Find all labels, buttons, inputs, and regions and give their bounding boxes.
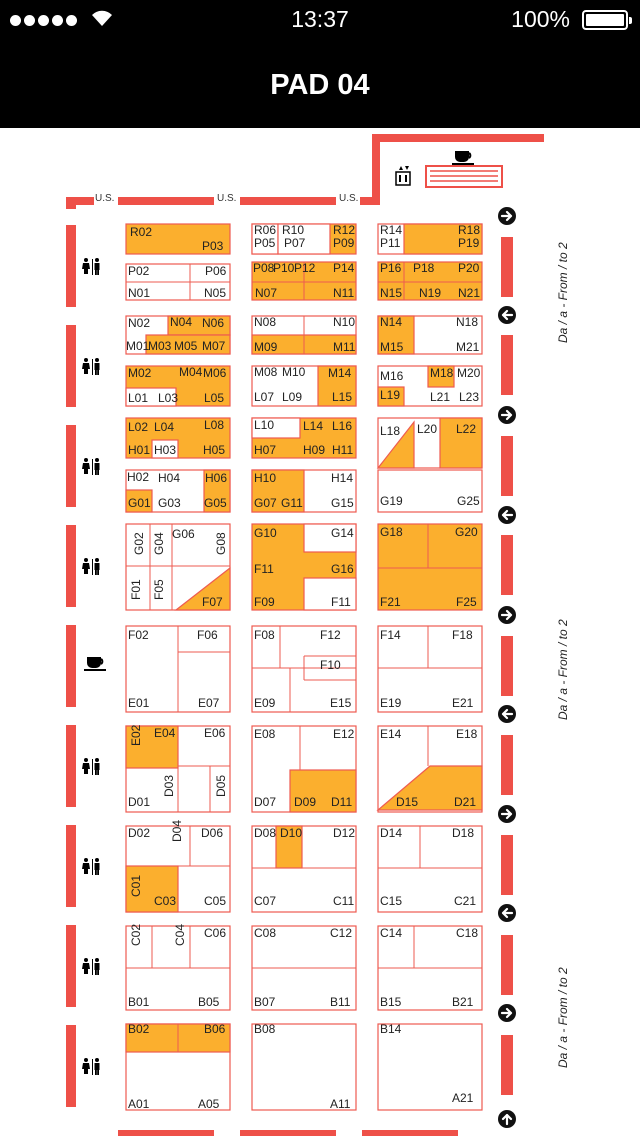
booth-label-g14[interactable]: G14 [331,526,354,540]
booth-label-g11[interactable]: G11 [281,496,303,510]
booth-label-a21[interactable]: A21 [452,1091,474,1105]
booth-label-d09[interactable]: D09 [294,795,317,809]
booth-label-n08[interactable]: N08 [254,315,277,329]
booth-label-d05[interactable]: D05 [214,774,228,797]
booth-label-e06[interactable]: E06 [204,726,226,740]
booth-label-c15[interactable]: C15 [380,894,403,908]
booth-label-p07[interactable]: P07 [284,236,306,250]
booth-label-r14[interactable]: R14 [380,223,403,237]
booth-label-r10[interactable]: R10 [282,223,305,237]
booth-label-e21[interactable]: E21 [452,696,474,710]
booth-label-g18[interactable]: G18 [380,525,403,539]
booth-label-m04[interactable]: M04 [179,365,203,379]
booth-label-r12[interactable]: R12 [333,223,356,237]
booth-label-a01[interactable]: A01 [128,1097,150,1111]
booth-label-b21[interactable]: B21 [452,995,474,1009]
arrow-left-icon [498,306,516,324]
booth-label-n19[interactable]: N19 [419,286,442,300]
booth-label-f10[interactable]: F10 [320,658,341,672]
booth-label-c02[interactable]: C02 [129,923,143,946]
restroom-icon [82,1058,100,1075]
elevator-icon [396,166,410,185]
booth-label-f05[interactable]: F05 [152,579,166,600]
page-title: PAD 04 [270,69,370,101]
booth-label-p10[interactable]: P10 [273,261,295,275]
booth-label-m18[interactable]: M18 [430,366,454,380]
booth-label-n18[interactable]: N18 [456,315,479,329]
booth-label-e14[interactable]: E14 [380,727,402,741]
booth-label-p08[interactable]: P08 [253,261,275,275]
booth-label-m11[interactable]: M11 [333,340,356,354]
arrow-right-icon [498,606,516,624]
booth-label-g01[interactable]: G01 [128,496,151,510]
booth-label-m06[interactable]: M06 [203,366,227,380]
arrow-right-icon [498,406,516,424]
booth-label-l08[interactable]: L08 [204,418,225,432]
booth-label-e18[interactable]: E18 [456,727,478,741]
booth-label-m10[interactable]: M10 [282,365,306,379]
booth-label-n05[interactable]: N05 [204,286,227,300]
booth-label-h04[interactable]: H04 [158,471,181,485]
booth-label-b11[interactable]: B11 [330,995,351,1009]
booth-label-h07[interactable]: H07 [254,443,277,457]
booth-label-d07[interactable]: D07 [254,795,277,809]
status-bar [0,0,640,40]
booth-label-m02[interactable]: M02 [128,366,152,380]
booth-label-m01[interactable]: M01 [126,339,150,353]
booth-label-e02[interactable]: E02 [129,724,143,746]
booth-label-l07[interactable]: L07 [254,390,275,404]
booth-label-g19[interactable]: G19 [380,494,403,508]
booth-label-c12[interactable]: C12 [330,926,353,940]
booth-label-h06[interactable]: H06 [205,471,228,485]
booth-label-b14[interactable]: B14 [380,1022,402,1036]
booth-label-h02[interactable]: H02 [127,470,150,484]
booth-label-d06[interactable]: D06 [201,826,224,840]
booth-label-c06[interactable]: C06 [204,926,227,940]
booth-label-h10[interactable]: H10 [254,471,277,485]
booth-label-f14[interactable]: F14 [380,628,401,642]
booth-label-d21[interactable]: D21 [454,795,477,809]
booth-label-c21[interactable]: C21 [454,894,477,908]
booth-label-g04[interactable]: G04 [152,532,166,555]
booth-label-l21[interactable]: L21 [430,390,451,404]
booth-label-n01[interactable]: N01 [128,286,151,300]
booth-label-f11[interactable]: F11 [254,562,274,576]
booth-label-m20[interactable]: M20 [457,366,481,380]
booth-label-l20[interactable]: L20 [417,422,438,436]
booth-label-p16[interactable]: P16 [380,261,402,275]
direction-labels [556,242,570,1068]
booth-label-d12[interactable]: D12 [333,826,356,840]
booth-label-h03[interactable]: H03 [154,443,177,457]
booth-label-h14[interactable]: H14 [331,471,354,485]
booth-label-n06[interactable]: N06 [202,316,225,330]
booth-label-l16[interactable]: L16 [332,419,353,433]
booth-label-c14[interactable]: C14 [380,926,403,940]
booth-label-g06[interactable]: G06 [172,527,195,541]
restroom-icon [82,858,100,875]
booth-label-e07[interactable]: E07 [198,696,220,710]
direction-label: Da / a - From / to 2 [556,967,570,1068]
booth-label-a11[interactable]: A11 [330,1097,351,1111]
booth-label-b01[interactable]: B01 [128,995,150,1009]
booth-label-p19[interactable]: P19 [458,236,480,250]
floor-map[interactable] [0,128,640,1136]
booth-label-l23[interactable]: L23 [459,390,480,404]
booth-label-l05[interactable]: L05 [204,391,225,405]
booth-label-b07[interactable]: B07 [254,995,276,1009]
booth-label-e08[interactable]: E08 [254,727,276,741]
booth-label-c18[interactable]: C18 [456,926,479,940]
booth-label-n07[interactable]: N07 [255,286,278,300]
booth-label-b08[interactable]: B08 [254,1022,276,1036]
arrow-up-icon [498,1110,516,1128]
booth-label-h01[interactable]: H01 [128,443,151,457]
booth-label-l02[interactable]: L02 [128,420,149,434]
booth-label-g16[interactable]: G16 [331,562,354,576]
restroom-icon [82,758,100,775]
booth-label-d02[interactable]: D02 [128,826,151,840]
booth-label-e09[interactable]: E09 [254,696,276,710]
booth-label-e15[interactable]: E15 [330,696,352,710]
arrow-left-icon [498,705,516,723]
booth-label-n04[interactable]: N04 [170,315,193,329]
battery-icon [582,10,628,30]
cafe-icon [84,657,106,671]
elevator-area [426,166,502,187]
arrow-right-icon [498,805,516,823]
booth-label-n11[interactable]: N11 [333,286,355,300]
booth-label-n10[interactable]: N10 [333,315,356,329]
booth-label-c04[interactable]: C04 [173,923,187,946]
booth-label-l04[interactable]: L04 [154,420,175,434]
booth-label-c11[interactable]: C11 [333,894,355,908]
booth-label-p18[interactable]: P18 [413,261,435,275]
booth-label-f09[interactable]: F09 [254,595,275,609]
booth-label-f08[interactable]: F08 [254,628,275,642]
booth-label-n02[interactable]: N02 [128,316,151,330]
booth-label-p11[interactable]: P11 [380,236,401,250]
booth-label-d14[interactable]: D14 [380,826,403,840]
booth-label-c05[interactable]: C05 [204,894,227,908]
booth-label-p20[interactable]: P20 [458,261,480,275]
booth-label-g07[interactable]: G07 [254,496,277,510]
booth-label-l22[interactable]: L22 [456,422,477,436]
booth-label-d18[interactable]: D18 [452,826,475,840]
booth-label-a05[interactable]: A05 [198,1097,220,1111]
booth-label-f21[interactable]: F21 [380,595,401,609]
booth-label-b15[interactable]: B15 [380,995,402,1009]
restroom-icon [82,958,100,975]
booth-label-g05[interactable]: G05 [204,496,227,510]
us-label: U.S. [339,193,359,204]
booth-label-e19[interactable]: E19 [380,696,402,710]
booth-label-p05[interactable]: P05 [254,236,276,250]
booth-label-c01[interactable]: C01 [129,874,143,897]
booth-label-l03[interactable]: L03 [158,391,179,405]
booth-label-l15[interactable]: L15 [332,390,353,404]
booth-label-f25[interactable]: F25 [456,595,477,609]
booth-label-m15[interactable]: M15 [380,340,404,354]
booth-label-l14[interactable]: L14 [303,419,324,433]
booth-label-m14[interactable]: M14 [328,366,352,380]
booth-label-f02[interactable]: F02 [128,628,149,642]
booth-label-e01[interactable]: E01 [128,696,150,710]
booth-label-f18[interactable]: F18 [452,628,473,642]
booth-label-p06[interactable]: P06 [205,264,227,278]
booth-label-m08[interactable]: M08 [254,365,278,379]
restroom-icon [82,458,100,475]
booth-label-g02[interactable]: G02 [132,532,146,555]
booth-label-m03[interactable]: M03 [148,339,172,353]
booth-label-f07[interactable]: F07 [202,595,223,609]
booth-label-d01[interactable]: D01 [128,795,151,809]
booth-label-p02[interactable]: P02 [128,264,150,278]
booth-label-n15[interactable]: N15 [380,286,403,300]
status-time: 13:37 [291,6,349,32]
booth-label-f11[interactable]: F11 [331,595,351,609]
booth-label-m05[interactable]: M05 [174,339,198,353]
booth-label-n14[interactable]: N14 [380,315,403,329]
booth-label-g10[interactable]: G10 [254,526,277,540]
booth-label-r18[interactable]: R18 [458,223,481,237]
booth-label-d10[interactable]: D10 [280,826,303,840]
booth-label-d04[interactable]: D04 [170,819,184,842]
booth-label-f06[interactable]: F06 [197,628,218,642]
booth-label-m09[interactable]: M09 [254,340,278,354]
booth-label-l19[interactable]: L19 [380,388,401,402]
booth-label-p09[interactable]: P09 [333,236,355,250]
booth-label-b05[interactable]: B05 [198,995,220,1009]
booth-label-d03[interactable]: D03 [162,774,176,797]
arrow-left-icon [498,506,516,524]
booth-label-l18[interactable]: L18 [380,424,401,438]
battery-percent: 100% [511,6,570,32]
booth-label-r02[interactable]: R02 [130,225,153,239]
us-label: U.S. [95,193,115,204]
booth-label-p12[interactable]: P12 [294,261,316,275]
arrow-left-icon [498,904,516,922]
booth-label-m07[interactable]: M07 [202,339,226,353]
cafe-icon [452,151,474,165]
navigation-bar [0,40,640,128]
direction-label: Da / a - From / to 2 [556,242,570,343]
booth-label-m21[interactable]: M21 [456,340,480,354]
booth-label-c08[interactable]: C08 [254,926,277,940]
booth-label-m16[interactable]: M16 [380,369,404,383]
booth-label-g25[interactable]: G25 [457,494,480,508]
booth-label-l01[interactable]: L01 [128,391,149,405]
booth-label-g20[interactable]: G20 [455,525,478,539]
booth-label-d11[interactable]: D11 [331,795,353,809]
booth-label-l09[interactable]: L09 [282,390,303,404]
restroom-icon [82,258,100,275]
booth-label-f12[interactable]: F12 [320,628,341,642]
booth-label-c03[interactable]: C03 [154,894,177,908]
booth-label-h11[interactable]: H11 [332,443,354,457]
direction-label: Da / a - From / to 2 [556,619,570,720]
booth-label-p03[interactable]: P03 [202,239,224,253]
booth-label-e12[interactable]: E12 [333,727,355,741]
booth-label-r06[interactable]: R06 [254,223,277,237]
booth-label-l10[interactable]: L10 [254,418,275,432]
booth-label-g08[interactable]: G08 [214,532,228,555]
booth-label-h05[interactable]: H05 [203,443,226,457]
booth-label-h09[interactable]: H09 [303,443,326,457]
arrow-right-icon [498,207,516,225]
arrow-right-icon [498,1004,516,1022]
booth-label-g03[interactable]: G03 [158,496,181,510]
booth-label-d15[interactable]: D15 [396,795,419,809]
booth-label-b02[interactable]: B02 [128,1022,150,1036]
booth-label-n21[interactable]: N21 [458,286,481,300]
booth-label-b06[interactable]: B06 [204,1022,226,1036]
booth-label-e04[interactable]: E04 [154,726,176,740]
booth-label-p14[interactable]: P14 [333,261,355,275]
us-label: U.S. [217,193,237,204]
booth-label-c07[interactable]: C07 [254,894,277,908]
restroom-icon [82,358,100,375]
booth-label-d08[interactable]: D08 [254,826,277,840]
booth-label-f01[interactable]: F01 [129,579,143,600]
restroom-icon [82,558,100,575]
booth-label-g15[interactable]: G15 [331,496,354,510]
